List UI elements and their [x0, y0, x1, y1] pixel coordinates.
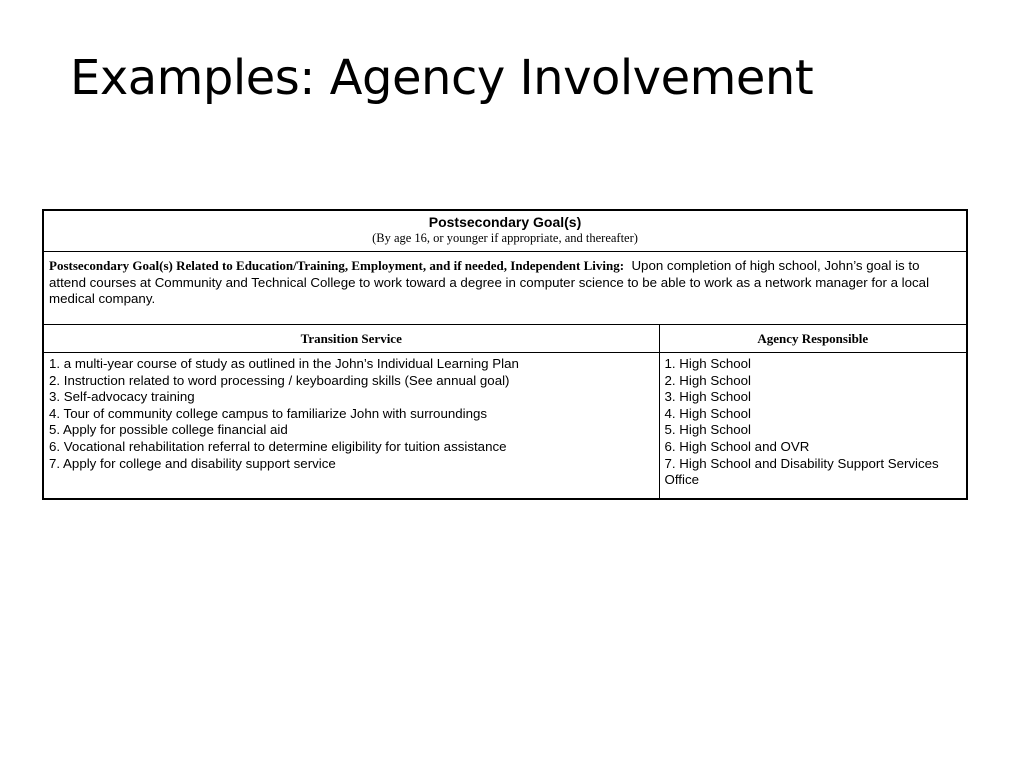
agency-responsible-list: [665, 356, 962, 489]
goal-cell: [43, 252, 967, 325]
agency-responsible-cell: [659, 353, 967, 500]
list-item: 2. High School: [664, 372, 751, 388]
table-header-cell: [43, 210, 967, 252]
table-header-row: [43, 210, 967, 252]
goal-text: Upon completion of high school, John’s goal is to attend courses at Community and Technical College to work toward a degree in computer science to be able to work as a network manager for a local medical company.: [49, 258, 930, 306]
list-item: 3. Self-advocacy training: [49, 389, 195, 405]
table-header-title: Postsecondary Goal(s): [428, 214, 582, 230]
list-item: 7. Apply for college and disability support service: [49, 455, 336, 471]
list-item: 1. High School: [664, 356, 751, 371]
list-item: 7. High School and Disability Support Services Office: [664, 455, 939, 488]
agency-responsible-header: Agency Responsible: [659, 325, 967, 353]
transition-service-cell: [43, 353, 659, 500]
column-header-row: [43, 325, 967, 353]
list-item: 4. Tour of community college campus to familiarize John with surroundings: [49, 405, 488, 421]
service-list-row: [43, 353, 967, 500]
slide-title: Examples: Agency Involvement: [70, 50, 814, 106]
list-item: 6. Vocational rehabilitation referral to determine eligibility for tuition assistance: [49, 438, 507, 454]
list-item: 6. High School and OVR: [664, 438, 810, 454]
list-item: 1. a multi-year course of study as outlined in the John’s Individual Learning Plan: [49, 356, 519, 371]
transition-plan-table: [42, 209, 968, 500]
list-item: 4. High School: [664, 405, 751, 421]
list-item: 5. High School: [664, 422, 751, 438]
goal-row: [43, 252, 967, 325]
goal-label: Postsecondary Goal(s) Related to Education/Training, Employment, and if needed, Independent Living:: [49, 258, 625, 273]
table-header-subtitle: (By age 16, or younger if appropriate, and thereafter): [372, 231, 638, 245]
transition-service-list: [49, 356, 654, 472]
list-item: 2. Instruction related to word processing / keyboarding skills (See annual goal): [49, 372, 510, 388]
transition-service-header: Transition Service: [43, 325, 659, 353]
list-item: 3. High School: [664, 389, 751, 405]
list-item: 5. Apply for possible college financial aid: [49, 422, 288, 438]
